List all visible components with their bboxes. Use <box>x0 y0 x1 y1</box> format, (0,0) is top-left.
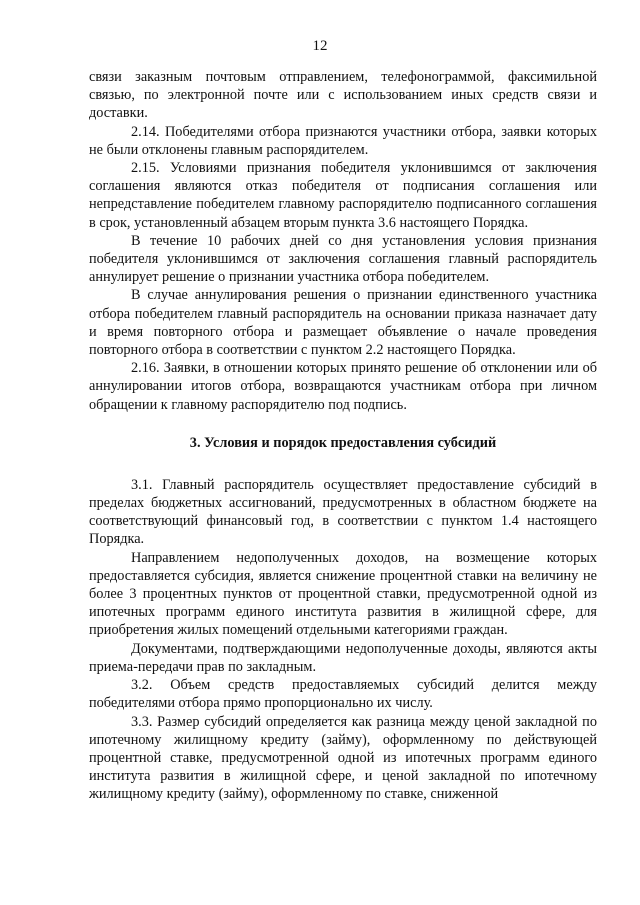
paragraph: 2.15. Условиями признания победителя уклонившимся от заключения соглашения являются отказ победителя от подписания соглашения или непредставление победителем главному распорядителю подписанного соглашения в срок, установленный абзацем вторым пункта 3.6 настоящего Порядка. <box>89 160 597 231</box>
page-number: 12 <box>312 38 328 54</box>
paragraph: 3.2. Объем средств предоставляемых субсидий делится между победителями отбора прямо пропорционально их числу. <box>89 677 597 712</box>
paragraph: связи заказным почтовым отправлением, телефонограммой, факсимильной связью, по электронной почте или с использованием иных средств связи и доставки. <box>89 69 597 122</box>
section-heading: 3. Условия и порядок предоставления субсидий <box>189 434 497 451</box>
paragraph: 2.14. Победителями отбора признаются участники отбора, заявки которых не были отклонены главным распорядителем. <box>89 123 597 158</box>
paragraph: Направлением недополученных доходов, на возмещение которых предоставляется субсидия, является снижение процентной ставки на величину не более 3 процентных пунктов от процентной ставки, предусмотренной одной из ипотечных программ единого института развития в жилищной сфере, для приобретения жилых помещений отдельными категориями граждан. <box>89 549 597 639</box>
paragraph: 3.1. Главный распорядитель осуществляет предоставление субсидий в пределах бюджетных ассигнований, предусмотренных в областном бюджете на соответствующий финансовый год, в соответствии с пунктом 1.4 настоящего Порядка. <box>89 476 597 548</box>
paragraph: Документами, подтверждающими недополученные доходы, являются акты приема-передачи прав по закладным. <box>89 640 597 675</box>
paragraph: В течение 10 рабочих дней со дня установления условия признания победителя уклонившимся от заключения соглашения главный распорядитель аннулирует решение о признании участника отбора победителем. <box>89 232 597 286</box>
document-body <box>89 68 597 804</box>
paragraph: 2.16. Заявки, в отношении которых принято решение об отклонении или об аннулировании итогов отбора, возвращаются участникам отбора при личном обращении к главному распорядителю под подпись. <box>89 360 597 413</box>
paragraph: В случае аннулирования решения о признании единственного участника отбора победителем главный распорядитель на основании приказа назначает дату и время повторного отбора и размещает объявление о начале проведения повторного отбора в соответствии с пунктом 2.2 настоящего Порядка. <box>89 287 597 359</box>
paragraph: 3.3. Размер субсидий определяется как разница между ценой закладной по ипотечному жилищному кредиту (займу), оформленному по действующей процентной ставке, предусмотренной одной из ипотечных программ единого института развития в жилищной сфере, и ценой закладной по ипотечному жилищному кредиту (займу), оформленному по ставке, сниженной <box>89 713 597 803</box>
